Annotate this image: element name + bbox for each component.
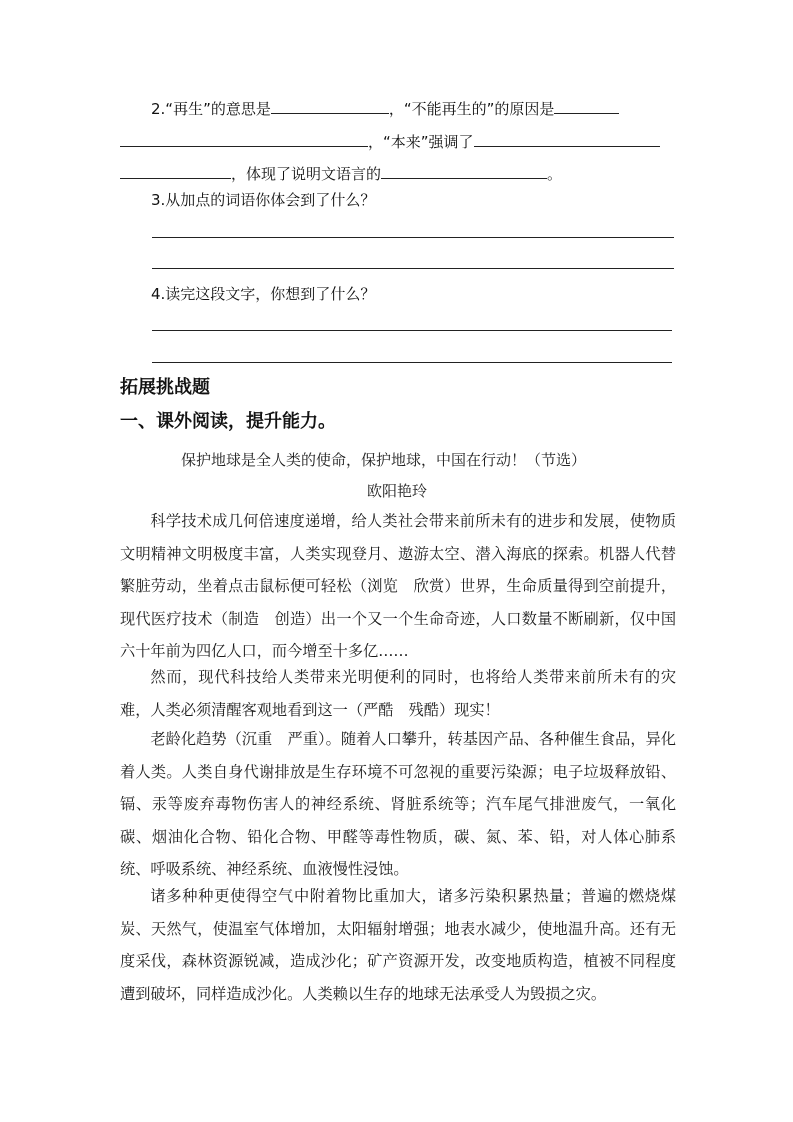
question-2-prompt-c: ，“本来”强调了 [368, 133, 474, 151]
question-2-prompt-b: ，“不能再生的”的原因是 [388, 100, 555, 118]
article-title: 保护地球是全人类的使命，保护地球，中国在行动！（节选） [181, 451, 587, 469]
question-2-prompt-end: 。 [547, 165, 563, 183]
article-paragraph-4: 诸多种种更使得空气中附着物比重加大，诸多污染积累热量；普遍的燃烧煤炭、天然气，使温室气体增加，太阳辐射增强；地表水减少，使地温升高。还有无度采伐，森林资源锐减，造成沙化；矿产资源开发，改变地质构造，植被不同程度遭到破坏，同样造成沙化。人类赖以生存的地球无法承受人为毁损之灾。 [120, 887, 676, 1003]
section-title: 拓展挑战题 [120, 377, 210, 398]
question-2-line-2 [120, 130, 660, 152]
answer-blank-benlai-emphasis-a[interactable] [474, 130, 660, 147]
answer-blank-regenerate-meaning[interactable] [271, 97, 389, 114]
question-2-line-1 [151, 97, 619, 119]
article-author: 欧阳艳玲 [367, 482, 428, 500]
question-2-prompt-d: ，体现了说明文语言的 [231, 165, 382, 183]
question-4-label: 4.读完这段文字，你想到了什么？ [151, 285, 376, 303]
answer-blank-language-feature[interactable] [381, 162, 547, 179]
answer-blank-nonrenewable-reason-a[interactable] [554, 97, 619, 114]
question-3-answer-line-2[interactable] [152, 268, 674, 269]
answer-blank-nonrenewable-reason-b[interactable] [120, 130, 368, 147]
question-3-label: 3.从加点的词语你体会到了什么？ [151, 191, 376, 209]
article-paragraph-2: 然而，现代科技给人类带来光明便利的同时，也将给人类带来前所未有的灾难，人类必须清醒客观地看到这一（严酷 残酷）现实！ [120, 668, 676, 719]
question-4-answer-line-1[interactable] [152, 330, 672, 331]
section-subtitle: 一、课外阅读，提升能力。 [120, 411, 336, 432]
article-paragraph-3: 老龄化趋势（沉重 严重）。随着人口攀升，转基因产品、各种催生食品，异化着人类。人类自身代谢排放是生存环境不可忽视的重要污染源；电子垃圾释放铅、镉、汞等废弃毒物伤害人的神经系统、肾脏系统等；汽车尾气排泄废气，一氧化碳、烟油化合物、铅化合物、甲醛等毒性物质，碳、氮、苯、铅，对人体心肺系统、呼吸系统、神经系统、血液慢性浸蚀。 [120, 730, 676, 878]
question-3-answer-line-1[interactable] [152, 237, 674, 238]
question-2-line-3 [120, 162, 562, 184]
question-4-answer-line-2[interactable] [152, 362, 672, 363]
answer-blank-benlai-emphasis-b[interactable] [120, 162, 231, 179]
article-paragraph-1: 科学技术成几何倍速度递增，给人类社会带来前所未有的进步和发展，使物质文明精神文明极度丰富，人类实现登月、遨游太空、潜入海底的探索。机器人代替繁脏劳动，坐着点击鼠标便可轻松（浏览 欣赏）世界，生命质量得到空前提升，现代医疗技术（制造 创造）出一个又一个生命奇迹，人口数量不断刷新，仅中国六十年前为四亿人口，而今增至十多亿…… [120, 512, 676, 660]
question-2-prompt-a: 2.“再生”的意思是 [151, 100, 271, 118]
